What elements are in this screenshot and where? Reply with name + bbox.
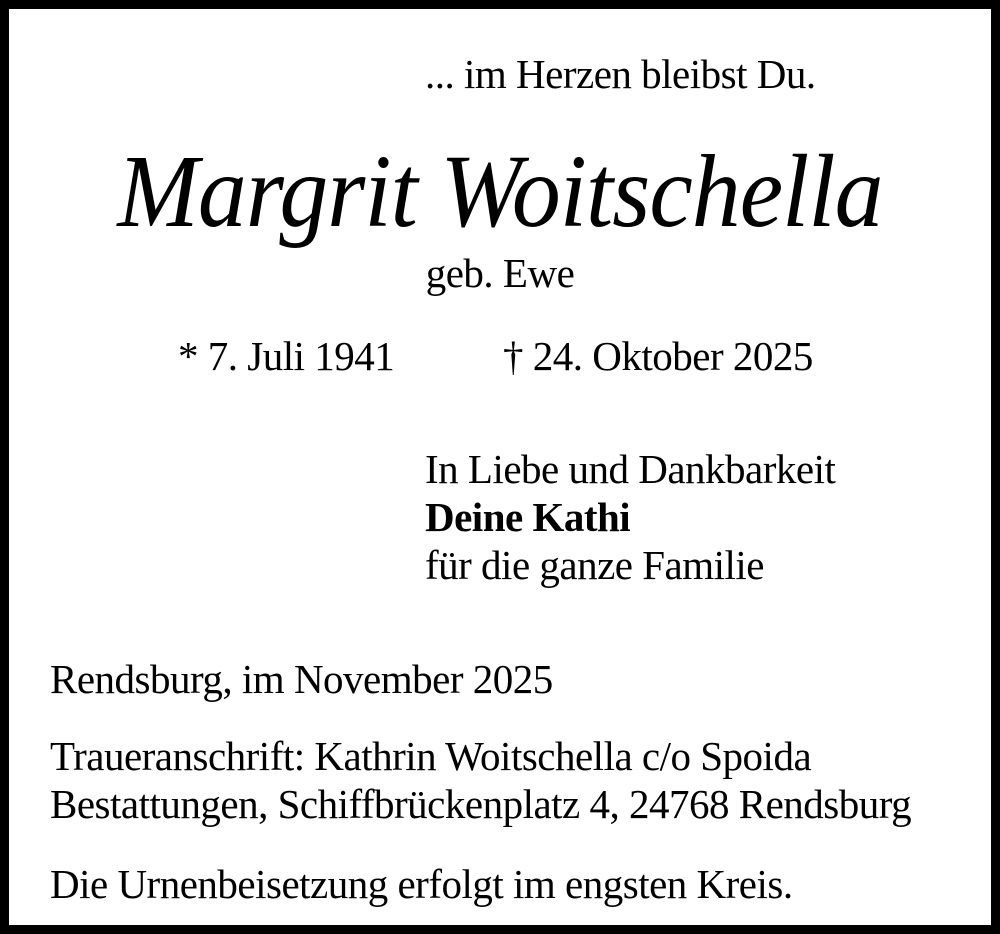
death-date: 24. Oktober 2025 [532,333,813,379]
death-cross-symbol: † [503,333,523,379]
deceased-name-text: Margrit Woitschella [117,134,883,249]
place-dateline: Rendsburg, im November 2025 [50,656,553,702]
maiden-name-line: geb. Ewe [425,250,575,296]
mourning-address-block [50,732,911,828]
mourning-address-line-2: Bestattungen, Schiffbrückenplatz 4, 24768 Rendsburg [50,781,912,827]
dedication-line-2: Deine Kathi [425,494,631,540]
death-date-line [503,332,813,380]
birth-date-line [178,332,394,380]
closing-line: Die Urnenbeisetzung erfolgt im engsten Kreis. [50,861,793,907]
dedication-line-1: In Liebe und Dankbarkeit [425,446,836,492]
birth-date: 7. Juli 1941 [207,333,395,379]
dedication-block [425,445,835,589]
epigraph-line: ... im Herzen bleibst Du. [425,51,816,97]
birth-star-symbol: * [178,333,198,379]
mourning-address-line-1: Traueranschrift: Kathrin Woitschella c/o Spoida [50,733,812,779]
deceased-name [0,134,1000,249]
dedication-line-3: für die ganze Familie [425,542,765,588]
